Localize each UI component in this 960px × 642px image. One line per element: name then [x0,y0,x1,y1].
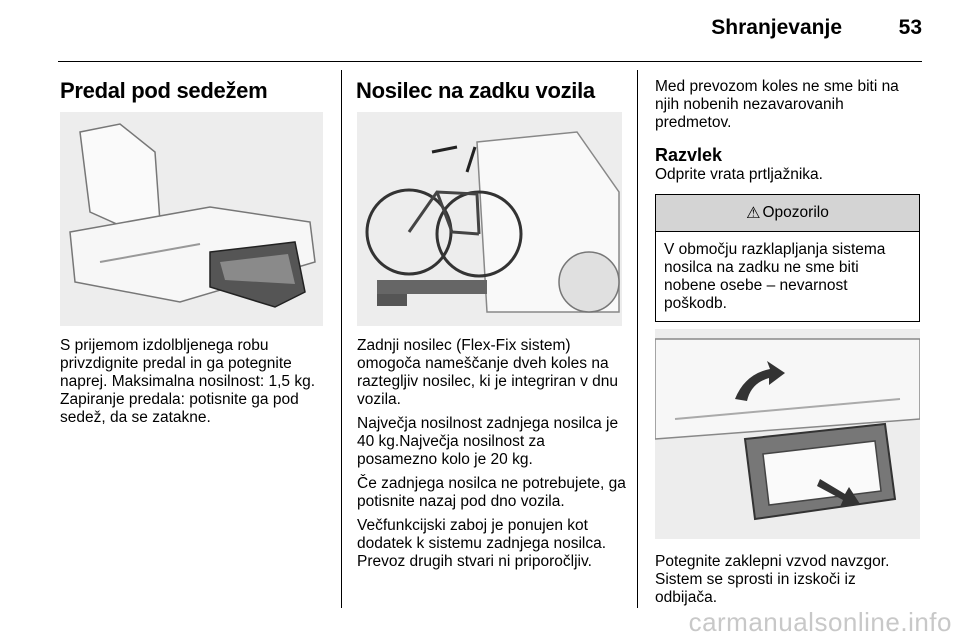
rear-carrier-paragraph-2: Največja nosilnost zadnjega nosilca je 40 kg.Največja nosilnost za posamezno kolo je 20 kg. [357,415,619,468]
warning-triangle-icon: ⚠ [746,205,761,222]
section-title: Shranjevanje [711,16,842,39]
rear-carrier-paragraph-1: Zadnji nosilec (Flex-Fix sistem) omogoča nameščanje dveh koles na raztegljiv nosilec, ki je integriran v dnu vozila. [357,337,619,408]
heading-razvlek: Razvlek [655,145,723,165]
intro-paragraph: Med prevozom koles ne sme biti na njih nobenih nezavarovanih predmetov. [655,78,899,131]
warning-box [655,194,920,322]
rear-carrier-paragraph-3: Če zadnjega nosilca ne potrebujete, ga potisnite nazaj pod dno vozila. [357,475,626,510]
rear-bike-carrier-illustration [357,112,622,326]
seat-drawer-paragraph: S prijemom izdolbljenega robu privzdignite predal in ga potegnite naprej. Maksimalna nosilnost: 1,5 kg. Zapiranje predala: potisnite ga pod sedež, da se zatakne. [60,337,316,426]
step-open-tailgate: Odprite vrata prtljažnika. [655,166,823,183]
warning-text: V območju razklapljanja sistema nosilca na zadku ne sme biti nobene osebe – nevarnost poškodb. [664,241,886,312]
rear-carrier-paragraph-4: Večfunkcijski zaboj je ponujen kot dodatek k sistemu zadnjega nosilca. Prevoz drugih stvari ni priporočljiv. [357,517,607,570]
intro-text [655,78,920,132]
watermark: carmanualsonline.info [688,607,952,637]
header-divider [58,61,922,62]
seat-drawer-illustration [60,112,323,326]
column-divider-1 [341,70,342,608]
release-lever-caption: Potegnite zaklepni vzvod navzgor. Sistem se sprosti in izskoči iz odbijača. [655,553,890,606]
warning-title: Opozorilo [762,204,829,221]
page-number: 53 [898,16,922,39]
caption-text [655,553,920,607]
heading-rear-carrier: Nosilec na zadku vozila [356,78,595,103]
release-lever-illustration [655,329,920,539]
warning-header [656,195,919,232]
seat-drawer-text [60,337,330,427]
rear-carrier-text [357,337,629,571]
column-divider-2 [637,70,638,608]
heading-seat-drawer: Predal pod sedežem [60,78,268,103]
step-text [655,166,920,184]
